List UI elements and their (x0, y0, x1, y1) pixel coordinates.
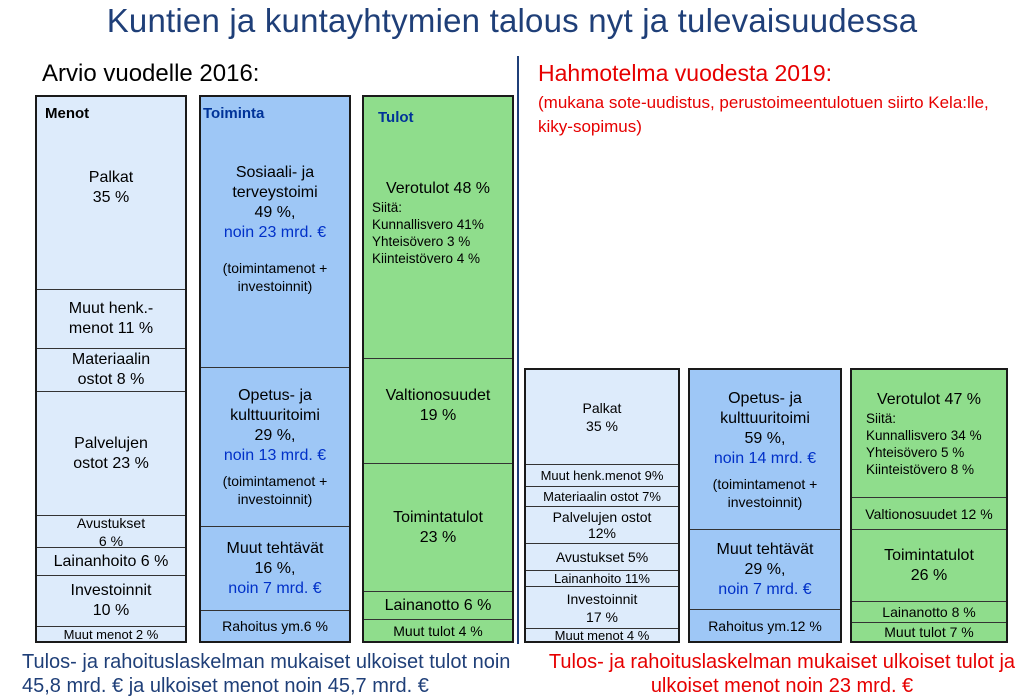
segment-2019-muut-tulot (852, 623, 1006, 641)
segment-muut-menot-text: Muut menot 2 % (63, 627, 159, 641)
segment-2019-palkat (526, 370, 678, 465)
segment-2019-palvelujen-text: Palvelujen ostot 12% (552, 509, 652, 541)
column-2016-tulot (362, 95, 514, 643)
segment-toimintatulot (364, 464, 512, 592)
segment-2019-valtionosuudet (852, 498, 1006, 530)
segment-palkat-text: Palkat 35 % (88, 169, 134, 206)
rahoitus-2019-text: Rahoitus ym.12 % (708, 617, 822, 634)
segment-2019-opetus (690, 370, 840, 530)
segment-2019-rahoitus (690, 610, 840, 641)
verotulot-breakdown: Siitä: Kunnallisvero 41% Yhteisövero 3 % Kiinteistövero 4 % (372, 200, 484, 266)
sote-amount: noin 23 mrd. € (223, 224, 327, 241)
segment-opetus (201, 368, 349, 527)
opetus-2019-note: (toimintamenot + investoinnit) (712, 475, 818, 510)
opetus-2019-text: Opetus- ja kulttuuritoimi 59 %, (720, 389, 810, 447)
segment-materiaalin (37, 349, 185, 392)
column-2019-menot (524, 368, 680, 643)
lainanotto-2019-text: Lainanotto 8 % (882, 604, 976, 620)
segment-2019-muut-henk-text: Muut henk.menot 9% (540, 468, 664, 483)
column-2019-tulot (850, 368, 1008, 643)
segment-2019-materiaalin (526, 487, 678, 507)
segment-avustukset (37, 516, 185, 548)
segment-2019-muut-tehtavat (690, 530, 840, 610)
segment-muut-tulot (364, 620, 512, 641)
muut-tehtavat-2019-text: Muut tehtävät 29 %, (716, 540, 814, 578)
segment-investoinnit (37, 576, 185, 627)
heading-2019: Hahmotelma vuodesta 2019: (538, 60, 833, 86)
segment-sote (201, 97, 349, 368)
segment-lainanhoito-text: Lainanhoito 6 % (53, 552, 169, 570)
segment-2019-lainanhoito (526, 571, 678, 587)
segment-avustukset-text: Avustukset 6 % (76, 516, 146, 548)
segment-palkat (37, 97, 185, 290)
page-title: Kuntien ja kuntayhtymien talous nyt ja tulevaisuudessa (106, 2, 918, 39)
verotulot-2019-breakdown: Siitä: Kunnallisvero 34 % Yhteisövero 5 % Kiinteistövero 8 % (866, 410, 982, 477)
segment-2019-materiaalin-text: Materiaalin ostot 7% (543, 489, 661, 504)
opetus-2019-amount: noin 14 mrd. € (713, 449, 817, 467)
heading-2019-note: (mukana sote-uudistus, perustoimeentulotuen siirto Kela:lle, kiky-sopimus) (538, 93, 989, 136)
segment-2019-lainanotto (852, 602, 1006, 623)
segment-2019-toimintatulot (852, 530, 1006, 602)
segment-muut-menot (37, 627, 185, 641)
segment-lainanotto (364, 592, 512, 620)
column-label-toiminta: Toiminta (203, 105, 265, 122)
segment-muut-henk-text: Muut henk.- menot 11 % (68, 300, 154, 337)
segment-2019-investoinnit (526, 587, 678, 629)
segment-verotulot (364, 97, 512, 359)
segment-muut-henk (37, 290, 185, 349)
divider-line (517, 56, 519, 644)
rahoitus-text: Rahoitus ym.6 % (222, 618, 328, 634)
toimintatulot-text: Toimintatulot 23 % (393, 508, 483, 546)
segment-2019-verotulot (852, 370, 1006, 498)
valtionosuudet-text: Valtionosuudet 19 % (385, 387, 491, 424)
segment-2019-palvelujen (526, 507, 678, 544)
segment-2019-muut-menot-text: Muut menot 4 % (554, 629, 650, 641)
muut-tulot-2019-text: Muut tulot 7 % (884, 624, 974, 640)
segment-rahoitus (201, 611, 349, 641)
column-label-menot: Menot (45, 105, 90, 122)
segment-2019-muut-henk (526, 465, 678, 487)
segment-muut-tehtavat (201, 527, 349, 611)
opetus-amount: noin 13 mrd. € (223, 447, 327, 464)
segment-2019-muut-menot (526, 629, 678, 641)
segment-lainanhoito (37, 548, 185, 576)
muut-tehtavat-2019-amount: noin 7 mrd. € (718, 580, 812, 598)
segment-2019-avustukset (526, 544, 678, 571)
column-label-tulot: Tulot (378, 109, 414, 126)
toimintatulot-2019-text: Toimintatulot 26 % (884, 546, 974, 584)
segment-investoinnit-text: Investoinnit 10 % (70, 582, 152, 619)
segment-valtionosuudet (364, 359, 512, 464)
muut-tehtavat-text: Muut tehtävät 16 %, (226, 539, 324, 577)
muut-tehtavat-amount: noin 7 mrd. € (228, 579, 322, 597)
footer-2016-summary: Tulos- ja rahoituslaskelman mukaiset ulkoiset tulot noin 45,8 mrd. € ja ulkoiset menot noin 45,7 mrd. € (22, 651, 511, 697)
verotulot-text: Verotulot 48 % (385, 180, 491, 197)
opetus-text: Opetus- ja kulttuuritoimi 29 %, (230, 387, 320, 444)
segment-2019-palkat-text: Palkat 35 % (582, 400, 622, 434)
column-2016-menot (35, 95, 187, 643)
column-2016-toiminta (199, 95, 351, 643)
sote-note: (toimintamenot + investoinnit) (222, 260, 328, 294)
segment-materiaalin-text: Materiaalin ostot 8 % (71, 351, 151, 388)
segment-2019-investoinnit-text: Investoinnit 17 % (566, 590, 638, 625)
heading-2016: Arvio vuodelle 2016: (42, 60, 260, 87)
footer-2019-summary: Tulos- ja rahoituslaskelman mukaiset ulkoiset tulot ja ulkoiset menot noin 23 mrd. € (548, 651, 1016, 697)
segment-2019-avustukset-text: Avustukset 5% (555, 549, 649, 565)
segment-palvelujen (37, 392, 185, 516)
heading-2019-block (538, 60, 1024, 139)
segment-2019-lainanhoito-text: Lainanhoito 11% (554, 571, 650, 586)
lainanotto-text: Lainanotto 6 % (384, 596, 492, 614)
sote-text: Sosiaali- ja terveystoimi 49 %, (232, 164, 318, 221)
column-2019-toiminta (688, 368, 842, 643)
muut-tulot-text: Muut tulot 4 % (393, 622, 483, 639)
opetus-note: (toimintamenot + investoinnit) (222, 473, 328, 507)
verotulot-2019-text: Verotulot 47 % (876, 390, 982, 408)
segment-palvelujen-text: Palvelujen ostot 23 % (73, 434, 149, 472)
valtionosuudet-2019-text: Valtionosuudet 12 % (865, 505, 993, 522)
